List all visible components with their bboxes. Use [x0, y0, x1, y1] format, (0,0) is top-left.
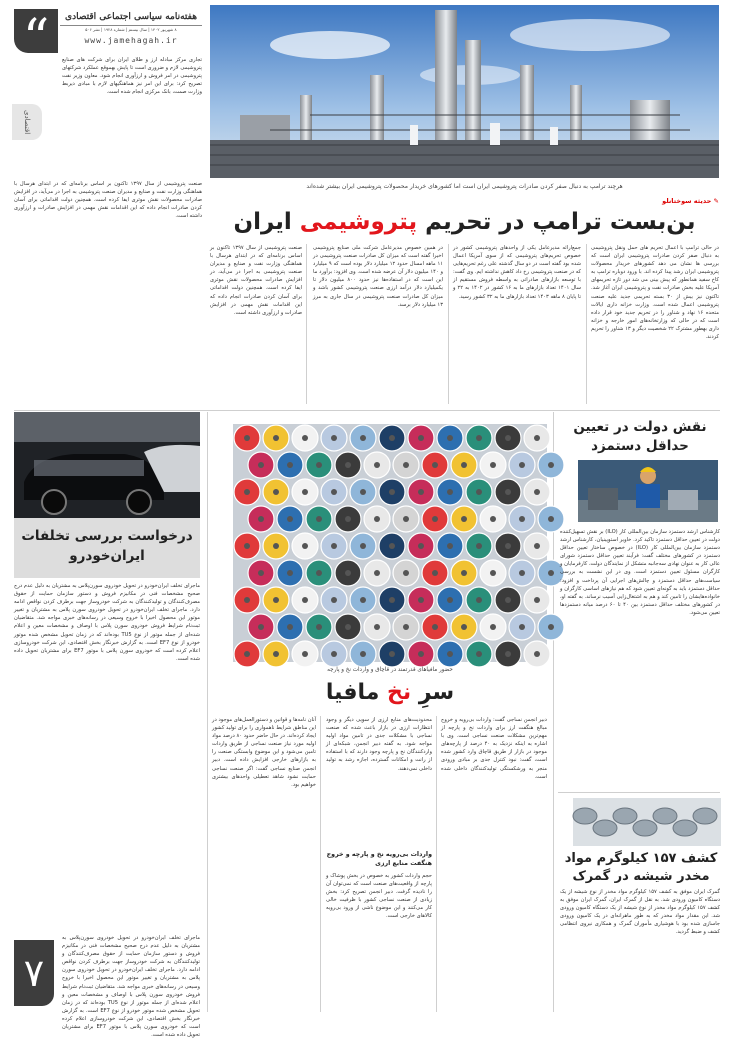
worker-factory-photo	[578, 460, 718, 522]
sidebar-body: ماجرای تخلف ایران‌خودرو در تحویل خودروی سورن‌پلاس به مشتریان به دلیل عدم درج صحیح مشخصات فنی در مکانیزم فروش و دستور سازمان حمایت از حقوق مصرف‌کنندگان و تولیدکنندگان به شرکت خودروساز جهت برطرف کردن نواقص ادامه دارد. ماجرای تخلف ایران‌خودرو در تحویل خودروی سورن پلاس به مشتریان و تغییر موتور این محصول اخیرا با خروج وسیعی در رسانه‌های خبری مواجه شد. متقاضیان ثبت‌نام شرایط فروش خودروی سورن پلاس با اوصاف و مشخصات معین و اعلام شده‌ای از جمله موتور از نوع TU5 بوده‌اند که در زمان تحویل مشخص شده موتور خودرو از نوع EF7 است. به گزارش خبرنگار بخش اقتصادی، این شرکت خودروسازی اعلام کرده است که خودروی سورن پلاس با موتور EF7 برای مشتریان تحویل داده شده است.	[14, 583, 200, 662]
car-production-line-photo	[14, 412, 200, 518]
lead-headline-part2: ایران	[233, 209, 300, 235]
column-divider	[306, 244, 307, 404]
section-divider	[558, 792, 720, 793]
sidebar-headline[interactable]: درخواست بررسی تخلفات ایران‌خودرو	[14, 518, 200, 578]
textile-fabric-rolls-photo	[233, 424, 547, 662]
mafia-image-caption: حضور مافیاهای قدرتمند در قاچاق و واردات نخ و پارچه	[327, 667, 453, 673]
mafia-headline-part1: سرِ	[411, 680, 455, 705]
mafia-headline[interactable]	[233, 676, 547, 710]
sidebar-body-continued: ماجرای تخلف ایران‌خودرو در تحویل خودروی سورن‌پلاس به مشتریان به دلیل عدم درج صحیح مشخصات فنی در مکانیزم فروش و دستور سازمان حمایت از حقوق مصرف‌کنندگان و تولیدکنندگان به شرکت خودروساز جهت برطرف کردن نواقص ادامه دارد. ماجرای تخلف ایران‌خودرو در تحویل خودروی سورن پلاس به مشتریان و تغییر موتور این محصول اخیرا با خروج وسیعی در رسانه‌های خبری مواجه شد. متقاضیان ثبت‌نام شرایط فروش خودروی سورن پلاس با اوصاف و مشخصات معین و اعلام شده‌ای از جمله موتور از نوع TU5 بوده‌اند که در زمان تحویل مشخص شده موتور خودرو از نوع EF7 است. به گزارش خبرنگار بخش اقتصادی، این شرکت خودروسازی اعلام کرده است که خودروی سورن پلاس با موتور EF7 برای مشتریان تحویل داده شده است.	[62, 935, 200, 1039]
page-number: ۷	[14, 940, 54, 1006]
lead-column-4: صنعت پتروشیمی از سال ۱۳۹۷ تاکنون بر اساس برنامه‌ای که در ابتدای هرسال با هماهنگی وزارت نفت و صنایع و مدیران صنعت پتروشیمی به اجرا در می‌آید، در افزایش صادرات محصولات نقش موثری ایفا کرده است. همچنین دولت اقداماتی برای آسان کردن صادرات انجام داده که این اقدامات نقش مهمی در افزایش صادرات و ارزآوری داشته است.	[210, 245, 302, 316]
lead-column-3: در همین خصوص مدیرعامل شرکت ملی صنایع پتروشیمی اخیرا گفته است که میزان کل صادرات صنعت پتروشیمی در ۱۱ ماهه امسال حدود ۱۲ میلیارد دلار بوده است که ۹ میلیارد و ۱۴۰ میلیون دلار آن عرضه شده است. وی افزود: برآورد ما این است که در استفاده‌ها نیز حدود ۸۰۰ میلیون دلار تا یکمیلیارد دلار درآمد ارزی صنعت پتروشیمی کشور باشد و میزان کل صادرات صنعت پتروشیمی در سال جاری به مرز ۱۳ میلیارد دلار برسد.	[313, 245, 444, 308]
mafia-column-2b: حجم واردات کشور به خصوص در بخش پوشاک و پارچه از واقعیت‌های صنعت است که نمی‌توان آن را نادیده گرفت. دبیر انجمن تصریح کرد: بخش زیادی از صنعت نساجی کشور با ظرفیت خالی کار می‌کنند و این موضوع ناشی از ورود بی‌رویه کالاهای خارجی است.	[326, 873, 432, 920]
quote-logo-badge	[14, 9, 58, 69]
mafia-column-1: دبیر انجمن نساجی گفت: واردات بی‌رویه و خروج مبالغ هنگفت ارز برای واردات نخ و پارچه از مهم‌ترین مشکلات صنعت نساجی است. وی با اشاره به اینکه نزدیک به ۴۰ درصد از پارچه‌های موجود در بازار از طریق قاچاق وارد کشور شده است، گفت: نبود کنترل جدی بر مبادی ورودی منجر به ورشکستگی تولیدکنندگان داخلی شده است.	[441, 717, 547, 780]
ilo-headline[interactable]: نقش دولت در تعیین حداقل دستمزد	[573, 419, 707, 454]
lead-headline-highlight: پتروشیمی	[299, 209, 426, 235]
column-divider	[448, 244, 449, 404]
mafia-column-2: محدودیت‌های منابع ارزی از سویی دیگر و وجود انتظارات ارزی در بازار باعث شده که صنعت نساجی با مشکلات جدی در تامین مواد اولیه مواجه شود. به گفته دبیر انجمن، شبکه‌ای از واردکنندگان نخ و پارچه وجود دارند که با استفاده از رانت و امکانات گسترده، اجازه رشد به تولید داخلی نمی‌دهند.	[326, 717, 432, 772]
author-name: حدیثه سوختانلو	[662, 197, 712, 205]
lead-continuation: صنعت پتروشیمی از سال ۱۳۹۷ تاکنون بر اساس برنامه‌ای که در ابتدای هرسال با هماهنگی وزارت نفت و صنایع و مدیران صنعت پتروشیمی به اجرا در می‌آید، در افزایش صادرات محصولات نقش موثری ایفا کرده است. همچنین دولت اقداماتی برای آسان کردن صادرات انجام داده که این اقدامات نقش مهمی در افزایش صادرات و ارزآوری داشته است.	[14, 181, 202, 220]
ilo-body: کارشناس ارشد دستمزد سازمان بین‌المللی کار (ILO) بر نقش تسهیل‌کننده دولت در تعیین حداقل دستمزد تاکید کرد. خاویر استوپینیان، کارشناس ارشد دستمزد سازمان بین‌المللی کار (ILO) در خصوص ساختار تعیین حداقل دستمزد در کشورهای مختلف گفت: فرآیند تعیین حداقل دستمزد شورای عالی کار به عنوان نهادی سه‌جانبه متشکل از نمایندگان دولت، کارفرمایان و کارگران مسئول تعیین دستمزد است. وی در این نشست به بررسی سیاست‌های حداقل دستمزد و چالش‌های اجرایی آن پرداخت و افزود: حداقل دستمزد باید به گونه‌ای تعیین شود که هم نیازهای اساسی کارگران و خانواده‌هایشان را تامین کند و هم به اشتغال‌زایی آسیب نرساند. به گفته او، در کشورهای مختلف حداقل دستمزد بین ۴۰ تا ۶۰ درصد میانه دستمزدها تعیین می‌شود.	[560, 529, 721, 616]
column-divider	[436, 716, 437, 1012]
lead-headline-part1: بن‌بست ترامپ در تحریم	[425, 209, 696, 235]
quote-glyph: “	[22, 9, 50, 69]
pen-icon: ✎	[711, 197, 719, 205]
section-tab-economy[interactable]: اقتصادی	[12, 104, 42, 140]
lead-image-caption: هرچند ترامپ به دنبال صفر کردن صادرات پتروشیمی ایران است اما کشورهای خریدار محصولات پتروشیمی ایران بیشتر شده‌اند	[306, 183, 623, 190]
drug-headline[interactable]: کشف ۱۵۷ کیلوگرم مواد مخدر شیشه در گمرک	[564, 851, 718, 884]
column-divider	[553, 412, 554, 1012]
mafia-headline-part2: مافیا	[325, 680, 388, 705]
website-link[interactable]: www.jamehagah.ir	[84, 36, 178, 45]
oil-refinery-photo	[210, 5, 719, 178]
mafia-column-3: آنان نامه‌ها و قوانین و دستورالعمل‌های موجود در این مناطق شرایط ناهمواری را برای تولید کشور ایجاد کرده‌اند. در حال حاضر حدود ۸۰ درصد مواد اولیه مورد نیاز صنعت نساجی از طریق واردات تامین می‌شود و این موضوع وابستگی صنعت را به بازارهای خارجی افزایش داده است. دبیر انجمن صنایع نساجی گفت: اگر صنعت نساجی حمایت نشود شاهد تعطیلی واحدهای بیشتری خواهیم بود.	[212, 717, 317, 788]
masthead-title: هفته‌نامه سیاسی اجتماعی اقتصادی	[60, 9, 202, 26]
seized-drug-packages-photo	[573, 798, 721, 846]
column-divider	[320, 716, 321, 1012]
lead-column-5: تجاری مرکز مبادله ارز و طلای ایران برای شرکت های صنایع پتروشیمی لازم و ضروری است تا پایش بهموقع عملکرد شرکتهای پتروشیمی در امر فروش و ارزآوری انجام شود. معاون وزیر نفت تصریح کرد: برای این امر نیز هماهنگیهای لازم با مبادی ذیربط وزارت صمت، بانک مرکزی انجام شده است.	[62, 57, 202, 96]
column-divider	[207, 412, 208, 1012]
section-divider	[14, 410, 720, 411]
lead-headline[interactable]	[210, 205, 719, 239]
mafia-subheading: واردات بی‌رویه نخ و پارچه و خروج هنگفت منابع ارزی	[326, 851, 432, 867]
column-divider	[586, 244, 587, 404]
lead-column-2: جمع‌ارائه مدیرعامل یکی از واحدهای پتروشیمی کشور در خصوص تحریم‌های پتروشیمی که از سوی آمریکا اعمال شده بود گفته است در دو سال گذشته علی رغم تحریم‌هایی که در صنعت پتروشیمی رخ داد کاهش نداشته ایم. وی گفت: با توسعه بازارهای صادراتی به واسطه فروش مستقیم از سال ۱۴۰۱ تعداد بازارهای ما به ۱۶ کشور در ۱۴۰۲ به ۲۲ و تا پایان ۸ ماهه ۱۴۰۳ تعداد بازارهای ما به ۳۲ کشور رسید.	[453, 245, 581, 300]
mafia-headline-highlight: نخ	[387, 680, 412, 705]
lead-column-1: در حالی ترامپ با اعمال تحریم های حمل ونقل پتروشیمی به دنبال صفر کردن صادرات پتروشیمی ایران است که بررسی ها نشان می دهد کشورهای خریدار محصولات پتروشیمی ایران رشد پیدا کرده اند. با ورود دوباره ترامپ به کاخ سفید همانطور که پیش بینی می شد دور تازه تحریمهای آمریکا علیه بخش صادرات نفت و پتروشیمی ایران آغاز شد. تاکنون نیز بیش از ۳۰ بسته تحریمی جدید علیه صنعت پتروشیمی اعمال شده است. وزارت خزانه داری ایالات متحده ۱۶ نهاد و شناور را در تحریم جدید خود قرار داده است که در حالی که وزارتخانه‌های امور خارجه و خزانه داری بهطور مشترک ۲۲ شخصیت دیگر و ۱۳ شناور را تحریم کردند.	[591, 245, 719, 341]
drug-body: گمرک ایران موفق به کشف ۱۵۷ کیلوگرم مواد مخدر از نوع شیشه از یک دستگاه کامیون ورودی شد. به نقل از گمرک ایران، گمرک ایران موفق به کشف ۱۵۷ کیلوگرم مواد مخدر از نوع شیشه از یک دستگاه کامیون ورودی شد. این مقدار مواد مخدر که به طور ماهرانه‌ای در یک کامیون ورودی جاسازی شده بود با هوشیاری مأموران گمرک و همکاری نیروی انتظامی کشف و ضبط گردید.	[560, 889, 720, 936]
issue-dateline: ۸ شهریور ۱۴۰۲ | سال بیستم | شماره ۱۹۲۸ | نشر ۵۰۶	[85, 27, 177, 32]
